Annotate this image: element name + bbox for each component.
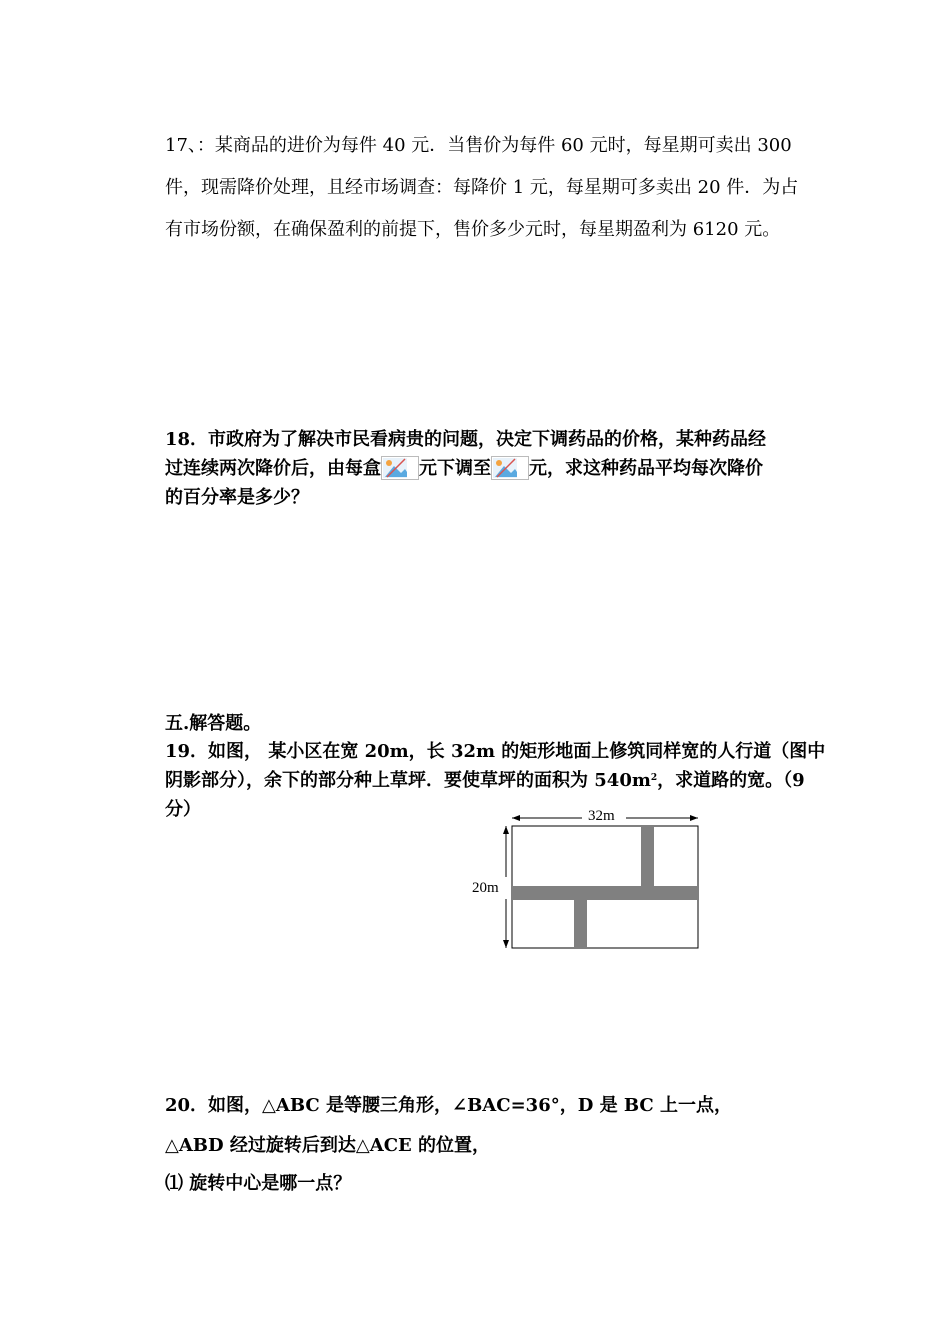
q19-line-1: 19．如图， 某小区在宽 20m，长 32m 的矩形地面上修筑同样宽的人行道（图中 bbox=[165, 741, 826, 762]
q20-line-3: ⑴ 旋转中心是哪一点？ bbox=[165, 1173, 352, 1194]
vertical-road-top bbox=[641, 826, 654, 886]
broken-image-icon bbox=[381, 456, 419, 480]
q20-line-2: △ABD 经过旋转后到达△ACE 的位置， bbox=[165, 1135, 491, 1156]
q18-line-2-b: 元下调至 bbox=[419, 458, 491, 479]
road-diagram bbox=[470, 805, 710, 955]
arrow-up-icon bbox=[503, 826, 509, 834]
q18-line-2-a: 过连续两次降价后，由每盒 bbox=[165, 458, 381, 479]
q17-line-2: 件，现需降价处理，且经市场调查：每降价 1 元，每星期可多卖出 20 件．为占 bbox=[165, 177, 799, 198]
q18-line-3: 的百分率是多少？ bbox=[165, 487, 309, 508]
q18-line-2 bbox=[165, 456, 763, 481]
arrow-left-icon bbox=[512, 815, 520, 821]
vertical-road-bottom bbox=[574, 900, 587, 948]
arrow-down-icon bbox=[503, 940, 509, 948]
q17-line-1: 17、：某商品的进价为每件 40 元．当售价为每件 60 元时，每星期可卖出 300 bbox=[165, 135, 792, 156]
q17-line-3: 有市场份额，在确保盈利的前提下，售价多少元时，每星期盈利为 6120 元。 bbox=[165, 219, 781, 240]
arrow-right-icon bbox=[690, 815, 698, 821]
q19-superscript: 2 bbox=[650, 773, 658, 783]
height-label: 20m bbox=[472, 880, 499, 896]
q19-line-2-b: ，求道路的宽。（9 bbox=[657, 770, 805, 791]
q20-line-1: 20．如图，△ABC 是等腰三角形，∠BAC=36°，D 是 BC 上一点， bbox=[165, 1095, 732, 1116]
section-title: 五.解答题。 bbox=[165, 713, 262, 734]
road-figure bbox=[470, 805, 710, 955]
q18-line-1: 18．市政府为了解决市民看病贵的问题，决定下调药品的价格，某种药品经 bbox=[165, 429, 767, 450]
q19-line-3: 分） bbox=[165, 799, 201, 820]
width-label: 32m bbox=[588, 808, 615, 824]
q19-line-2-a: 阴影部分），余下的部分种上草坪．要使草坪的面积为 540m bbox=[165, 770, 651, 791]
q18-line-2-c: 元，求这种药品平均每次降价 bbox=[529, 458, 763, 479]
broken-image-icon bbox=[491, 456, 529, 480]
horizontal-road bbox=[512, 886, 698, 900]
q19-line-2 bbox=[165, 769, 805, 793]
